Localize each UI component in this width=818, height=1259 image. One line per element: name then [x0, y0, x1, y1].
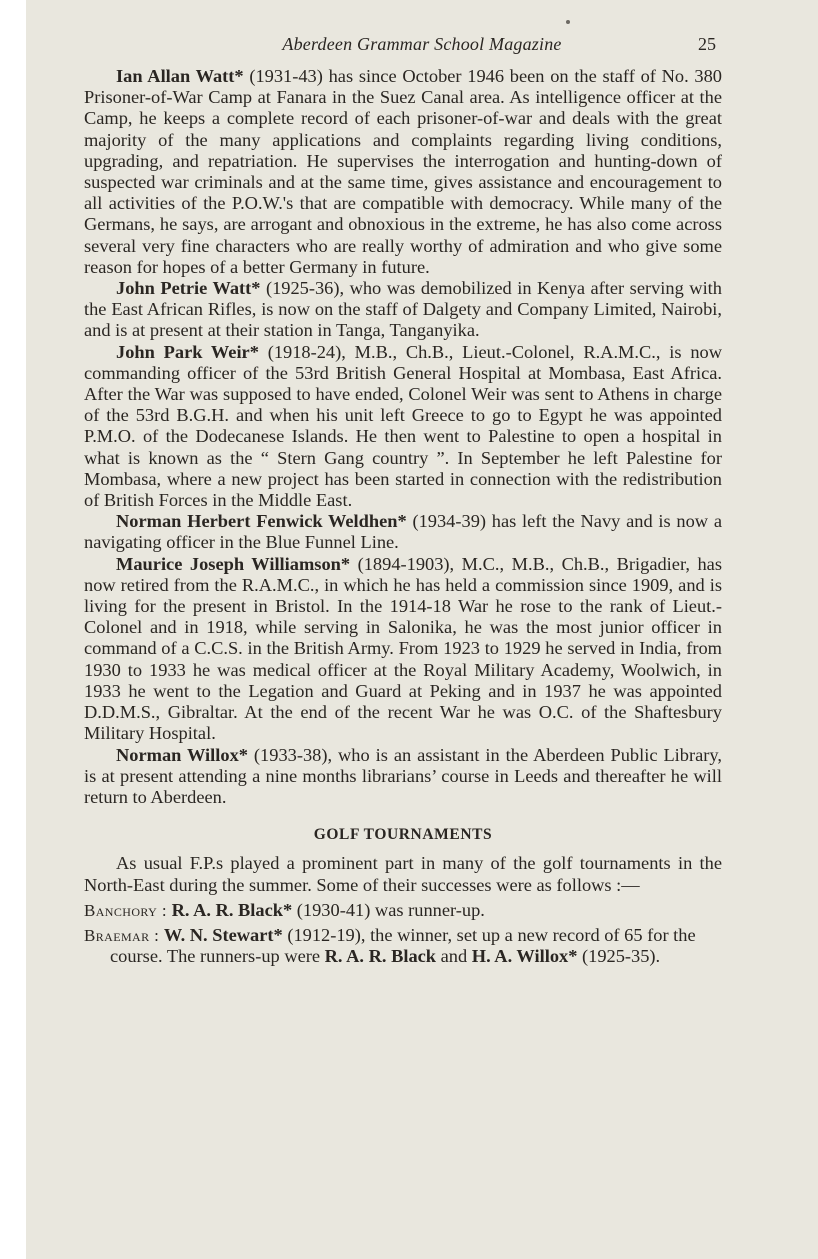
page-number: 25 [698, 34, 716, 54]
entry-text: (1933-38), who is an assistant in the Aberdeen Public Library, is at present attending a nine months librarians’ course in Leeds and thereafter he will return to Aberdeen. [84, 744, 722, 807]
page-header [26, 34, 818, 62]
venue-label: Banchory : [84, 900, 167, 920]
entry-paragraph [84, 745, 722, 809]
entry-paragraph [84, 342, 722, 512]
print-speck [566, 20, 570, 24]
article-body [84, 66, 722, 967]
entry-paragraph [84, 278, 722, 342]
person-name: John Petrie Watt* [116, 278, 261, 299]
person-name: Norman Willox* [116, 744, 248, 765]
result-banchory [84, 900, 722, 921]
entry-paragraph [84, 66, 722, 278]
person-name: John Park Weir* [116, 341, 259, 362]
golf-intro: As usual F.P.s played a prominent part in many of the golf tournaments in the North-East during the summer. Some of their successes were as follows :— [84, 853, 722, 895]
running-title: Aberdeen Grammar School Magazine [282, 34, 562, 54]
player-name: W. N. Stewart* [163, 924, 283, 945]
entry-text: (1925-36), who was demobilized in Kenya after serving with the East African Rifles, is now on the staff of Dalgety and Company Limited, Nairobi, and is at present at their station in Tanga, Tanganyika. [84, 278, 722, 341]
result-text: and [436, 946, 472, 967]
venue-label: Braemar : [84, 925, 160, 945]
person-name: Ian Allan Watt* [116, 66, 244, 86]
person-name: Maurice Joseph Williamson* [116, 553, 351, 574]
player-name: R. A. R. Black [324, 946, 437, 967]
entry-paragraph [84, 511, 722, 553]
result-text: (1912-19), the winner, set up a new record of 65 for the course. The runners-up were [110, 924, 696, 967]
person-name: Norman Herbert Fenwick Weldhen* [116, 511, 407, 532]
section-heading: GOLF TOURNAMENTS [313, 826, 493, 844]
player-name: R. A. R. Black* [171, 899, 293, 920]
entry-text: (1934-39) has left the Navy and is now a navigating officer in the Blue Funnel Line. [84, 511, 723, 553]
entry-text: (1931-43) has since October 1946 been on the staff of No. 380 Prisoner-of-War Camp at Fanara in the Suez Canal area. As intelligence officer at the Camp, he keeps a complete record of each prisoner-of-war and deals with the great majority of the many applications and complaints regarding living conditions, upgrading, and repatriation. He supervises the interrogation and hunting-down of suspected war criminals and at the same time, gives assistance and encouragement to all activities of the P.O.W.'s that are compatible with democracy. While many of the Germans, he says, are arrogant and obnoxious in the extreme, he has also come across several very fine characters who are really worthy of admiration and who give some reason for hopes of a better Germany in future. [84, 66, 722, 277]
entry-text: (1918-24), M.B., Ch.B., Lieut.-Colonel, R.A.M.C., is now commanding officer of the 53rd British General Hospital at Mombasa, East Africa. After the War was supposed to have ended, Colonel Weir was sent to Athens in charge of the 53rd B.G.H. and when his unit left Greece to go to Egypt he was appointed P.M.O. of the Dodecanese Islands. He then went to Palestine to open a hospital in what is known as the “ Stern Gang country ”. In September he left Palestine for Mombasa, where a new project has been started in connection with the redistribution of British Forces in the Middle East. [84, 341, 722, 511]
result-braemar [84, 925, 722, 967]
result-text: (1930-41) was runner-up. [292, 899, 485, 920]
entry-paragraph [84, 554, 722, 745]
entry-text: (1894-1903), M.C., M.B., Ch.B., Brigadier, has now retired from the R.A.M.C., in which he has held a commission since 1909, and is living for the present in Bristol. In the 1914-18 War he rose to the rank of Lieut.-Colonel and in 1918, while serving in Salonika, he was the most junior officer in command of a C.C.S. in the British Army. From 1923 to 1929 he served in India, from 1930 to 1933 he was medical officer at the Royal Military Academy, Woolwich, in 1933 he went to the Legation and Guard at Peking and in 1937 he was appointed D.D.M.S., Gibraltar. At the end of the recent War he was O.C. of the Shaftesbury Military Hospital. [84, 553, 722, 744]
player-name: H. A. Willox* [471, 946, 578, 967]
result-text: (1925-35). [577, 946, 661, 967]
magazine-page [26, 0, 818, 1259]
